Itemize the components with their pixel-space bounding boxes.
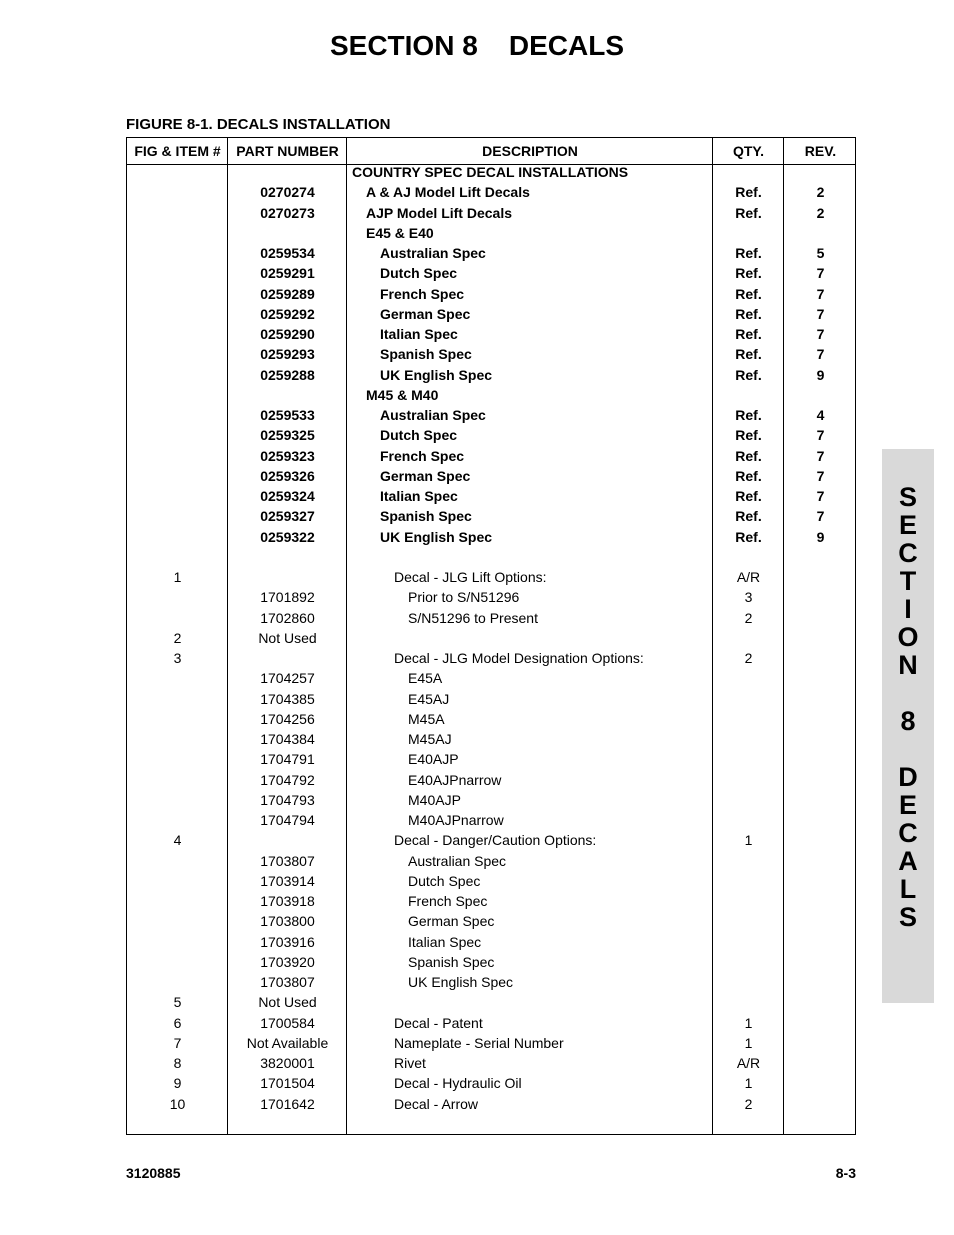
description-cell: E45 & E40 (366, 224, 434, 241)
table-row (127, 466, 857, 486)
table-row (127, 932, 857, 952)
part-number-cell: 0259324 (260, 488, 315, 504)
description-cell: M40AJPnarrow (408, 812, 504, 828)
table-row (127, 365, 857, 385)
part-number-cell: 0270274 (260, 184, 315, 201)
side-tab-letter: L (899, 874, 917, 904)
table-row (127, 911, 857, 931)
table-row (127, 709, 857, 729)
part-number-cell: 1701504 (260, 1075, 315, 1092)
table-row (127, 405, 857, 425)
table-row (127, 871, 857, 891)
table-row (127, 203, 857, 223)
description-cell: E40AJP (408, 751, 459, 768)
page-number: 8-3 (835, 1165, 856, 1181)
table-row (127, 344, 857, 364)
qty-cell: Ref. (735, 204, 762, 221)
qty-cell: Ref. (735, 508, 762, 525)
side-tab-letter: D (898, 762, 918, 792)
rev-cell: 9 (816, 528, 825, 545)
part-number-cell: 0259291 (260, 265, 315, 282)
description-cell: Dutch Spec (380, 427, 458, 444)
part-number-cell: 0259533 (260, 407, 315, 423)
section-title: SECTION 8 DECALS (329, 30, 625, 61)
qty-cell: Ref. (735, 427, 762, 444)
qty-cell: Ref. (735, 407, 762, 423)
fig-item-cell: 9 (173, 1075, 182, 1092)
description-cell: E45A (408, 670, 443, 687)
fig-item-cell: 7 (173, 1034, 182, 1051)
fig-item-cell: 4 (173, 832, 182, 849)
part-number-cell: 1703918 (260, 893, 315, 909)
part-number-cell: 1702860 (260, 609, 315, 626)
part-number-cell: Not Available (246, 1034, 329, 1051)
part-number-cell: 1703916 (260, 933, 315, 950)
part-number-cell: 1701642 (260, 1095, 315, 1112)
description-cell: Nameplate - Serial Number (394, 1034, 564, 1051)
qty-cell: 1 (744, 832, 753, 849)
qty-cell: Ref. (735, 488, 762, 504)
description-cell: UK English Spec (408, 974, 514, 990)
rev-cell: 7 (816, 305, 825, 322)
part-number-cell: 0259322 (260, 528, 315, 545)
part-number-cell: 1704385 (260, 690, 315, 707)
qty-cell: Ref. (735, 326, 762, 342)
table-body (127, 162, 857, 1114)
table-row (127, 992, 857, 1012)
fig-item-cell: 6 (173, 1014, 182, 1031)
description-cell: Italian Spec (380, 488, 458, 504)
qty-cell: 2 (744, 650, 753, 666)
table-row (127, 587, 857, 607)
table-row (127, 284, 857, 304)
col-header-qty: QTY. (732, 143, 765, 159)
qty-cell: 1 (744, 1014, 753, 1031)
description-cell: German Spec (408, 913, 495, 930)
table-row (127, 1094, 857, 1114)
qty-cell: 2 (744, 609, 753, 626)
qty-cell: A/R (736, 569, 761, 585)
rev-cell: 2 (816, 184, 825, 201)
side-tab-letter: S (898, 902, 917, 932)
description-cell: Italian Spec (408, 933, 482, 950)
rev-cell: 7 (816, 467, 825, 484)
part-number-cell: 1703807 (260, 852, 315, 869)
description-cell: French Spec (380, 447, 465, 464)
table-row (127, 648, 857, 668)
table-row (127, 770, 857, 790)
description-cell: Decal - JLG Lift Options: (394, 569, 547, 585)
description-cell: COUNTRY SPEC DECAL INSTALLATIONS (352, 164, 629, 180)
figure-title: FIGURE 8-1. DECALS INSTALLATION (126, 116, 391, 133)
description-cell: German Spec (380, 467, 471, 484)
table-row (127, 425, 857, 445)
fig-item-cell: 10 (169, 1095, 186, 1112)
table-row (127, 689, 857, 709)
rev-cell: 2 (816, 204, 825, 221)
qty-cell: Ref. (735, 346, 762, 363)
part-number-cell: 1704791 (260, 751, 315, 768)
table-row (127, 810, 857, 830)
part-number-cell: 0259326 (260, 467, 315, 484)
table-row (127, 385, 857, 405)
qty-cell: Ref. (735, 447, 762, 464)
qty-cell: 1 (744, 1034, 753, 1051)
table-row (127, 749, 857, 769)
fig-item-cell: 3 (173, 650, 182, 666)
part-number-cell: 0259288 (260, 366, 315, 383)
part-number-cell: 0259534 (260, 245, 315, 261)
table-row (127, 547, 857, 567)
rev-cell: 7 (816, 447, 825, 464)
qty-cell: 1 (744, 1075, 753, 1092)
qty-cell: Ref. (735, 528, 762, 545)
table-row (127, 830, 857, 850)
side-tab-letter: N (898, 650, 918, 680)
table-row (127, 891, 857, 911)
part-number-cell: 1704256 (260, 710, 315, 727)
qty-cell: Ref. (735, 366, 762, 383)
description-cell: M45 & M40 (366, 386, 439, 403)
description-cell: Spanish Spec (380, 508, 472, 525)
table-row (127, 486, 857, 506)
description-cell: Australian Spec (380, 407, 486, 423)
description-cell: Decal - Patent (394, 1014, 483, 1031)
table-row (127, 790, 857, 810)
side-tab-letter: S (898, 482, 917, 512)
col-header-rev: REV. (804, 143, 837, 159)
rev-cell: 7 (816, 346, 825, 363)
part-number-cell: 0259327 (260, 508, 315, 525)
part-number-cell: Not Used (258, 994, 317, 1011)
col-header-fig-item: FIG & ITEM # (134, 143, 221, 159)
description-cell: Australian Spec (408, 852, 507, 869)
description-cell: UK English Spec (380, 366, 493, 383)
description-cell: Italian Spec (380, 326, 458, 342)
rev-cell: 7 (816, 427, 825, 444)
table-row (127, 729, 857, 749)
description-cell: E45AJ (408, 690, 450, 707)
table-row (127, 608, 857, 628)
part-number-cell: 0270273 (260, 204, 315, 221)
section-side-tab (882, 449, 934, 1003)
table-row (127, 223, 857, 243)
part-number-cell: Not Used (258, 629, 317, 646)
part-number-cell: 0259292 (260, 305, 315, 322)
description-cell: M45A (408, 710, 445, 727)
table-row (127, 304, 857, 324)
rev-cell: 7 (816, 508, 825, 525)
part-number-cell: 0259289 (260, 285, 315, 302)
description-cell: E40AJPnarrow (408, 771, 502, 788)
part-number-cell: 1704257 (260, 670, 315, 687)
description-cell: Dutch Spec (408, 872, 481, 889)
description-cell: S/N51296 to Present (408, 609, 538, 626)
description-cell: Australian Spec (380, 245, 486, 261)
part-number-cell: 3820001 (260, 1055, 315, 1071)
description-cell: Decal - Arrow (394, 1095, 479, 1112)
table-row (127, 1013, 857, 1033)
part-number-cell: 0259290 (260, 326, 315, 342)
table-row (127, 1033, 857, 1053)
description-cell: M40AJP (408, 791, 461, 808)
rev-cell: 9 (816, 366, 825, 383)
table-row (127, 567, 857, 587)
table-row (127, 1053, 857, 1073)
part-number-cell: 1703920 (260, 953, 315, 970)
qty-cell: Ref. (735, 305, 762, 322)
qty-cell: A/R (736, 1055, 761, 1071)
side-tab-letter: 8 (900, 706, 916, 736)
side-tab-letter: A (898, 846, 918, 876)
description-cell: German Spec (380, 305, 471, 322)
table-row (127, 952, 857, 972)
rev-cell: 7 (816, 488, 825, 504)
doc-number: 3120885 (126, 1165, 181, 1181)
table-row (127, 506, 857, 526)
part-number-cell: 1703807 (260, 974, 315, 990)
side-tab-letter: E (898, 790, 917, 820)
qty-cell: Ref. (735, 184, 762, 201)
qty-cell: 3 (744, 589, 753, 606)
table-row (127, 446, 857, 466)
col-header-description: DESCRIPTION (482, 143, 578, 159)
part-number-cell: 1704792 (260, 771, 315, 788)
qty-cell: Ref. (735, 265, 762, 282)
description-cell: Spanish Spec (380, 346, 472, 363)
fig-item-cell: 5 (173, 994, 182, 1011)
side-tab-letter: C (898, 818, 918, 848)
rev-cell: 5 (816, 245, 825, 261)
part-number-cell: 0259293 (260, 346, 315, 363)
table-row (127, 1073, 857, 1093)
side-tab-letter: I (904, 594, 912, 624)
part-number-cell: 1703800 (260, 913, 315, 930)
part-number-cell: 1700584 (260, 1014, 315, 1031)
table-row (127, 182, 857, 202)
description-cell: Dutch Spec (380, 265, 458, 282)
description-cell: French Spec (408, 893, 488, 909)
part-number-cell: 1703914 (260, 872, 315, 889)
side-tab-letter: E (898, 510, 917, 540)
description-cell: M45AJ (408, 731, 452, 747)
table-row (127, 162, 857, 182)
description-cell: Spanish Spec (408, 953, 495, 970)
description-cell: UK English Spec (380, 528, 493, 545)
table-row (127, 324, 857, 344)
qty-cell: Ref. (735, 285, 762, 302)
qty-cell: Ref. (735, 245, 762, 261)
table-row (127, 668, 857, 688)
table-row (127, 263, 857, 283)
fig-item-cell: 2 (173, 629, 182, 646)
table-row (127, 243, 857, 263)
part-number-cell: 0259323 (260, 447, 315, 464)
table-row (127, 851, 857, 871)
description-cell: A & AJ Model Lift Decals (366, 184, 530, 201)
description-cell: Prior to S/N51296 (408, 589, 520, 606)
side-tab-letter: T (899, 566, 917, 596)
description-cell: AJP Model Lift Decals (366, 204, 513, 221)
part-number-cell: 1704794 (260, 812, 315, 828)
description-cell: Decal - JLG Model Designation Options: (394, 650, 644, 666)
rev-cell: 7 (816, 265, 825, 282)
description-cell: Decal - Danger/Caution Options: (394, 832, 597, 849)
fig-item-cell: 1 (173, 569, 182, 585)
rev-cell: 7 (816, 326, 825, 342)
description-cell: Rivet (394, 1055, 426, 1071)
table-row (127, 972, 857, 992)
qty-cell: Ref. (735, 467, 762, 484)
part-number-cell: 1701892 (260, 589, 315, 606)
side-tab-letter: C (898, 538, 918, 568)
qty-cell: 2 (744, 1095, 753, 1112)
table-row (127, 628, 857, 648)
table-row (127, 527, 857, 547)
col-header-part-number: PART NUMBER (236, 143, 339, 159)
part-number-cell: 0259325 (260, 427, 315, 444)
part-number-cell: 1704384 (260, 731, 315, 747)
parts-table (126, 137, 856, 1135)
rev-cell: 4 (816, 407, 825, 423)
description-cell: French Spec (380, 285, 465, 302)
rev-cell: 7 (816, 285, 825, 302)
description-cell: Decal - Hydraulic Oil (394, 1075, 522, 1092)
side-tab-letter: O (897, 622, 919, 652)
fig-item-cell: 8 (173, 1055, 182, 1071)
part-number-cell: 1704793 (260, 791, 315, 808)
